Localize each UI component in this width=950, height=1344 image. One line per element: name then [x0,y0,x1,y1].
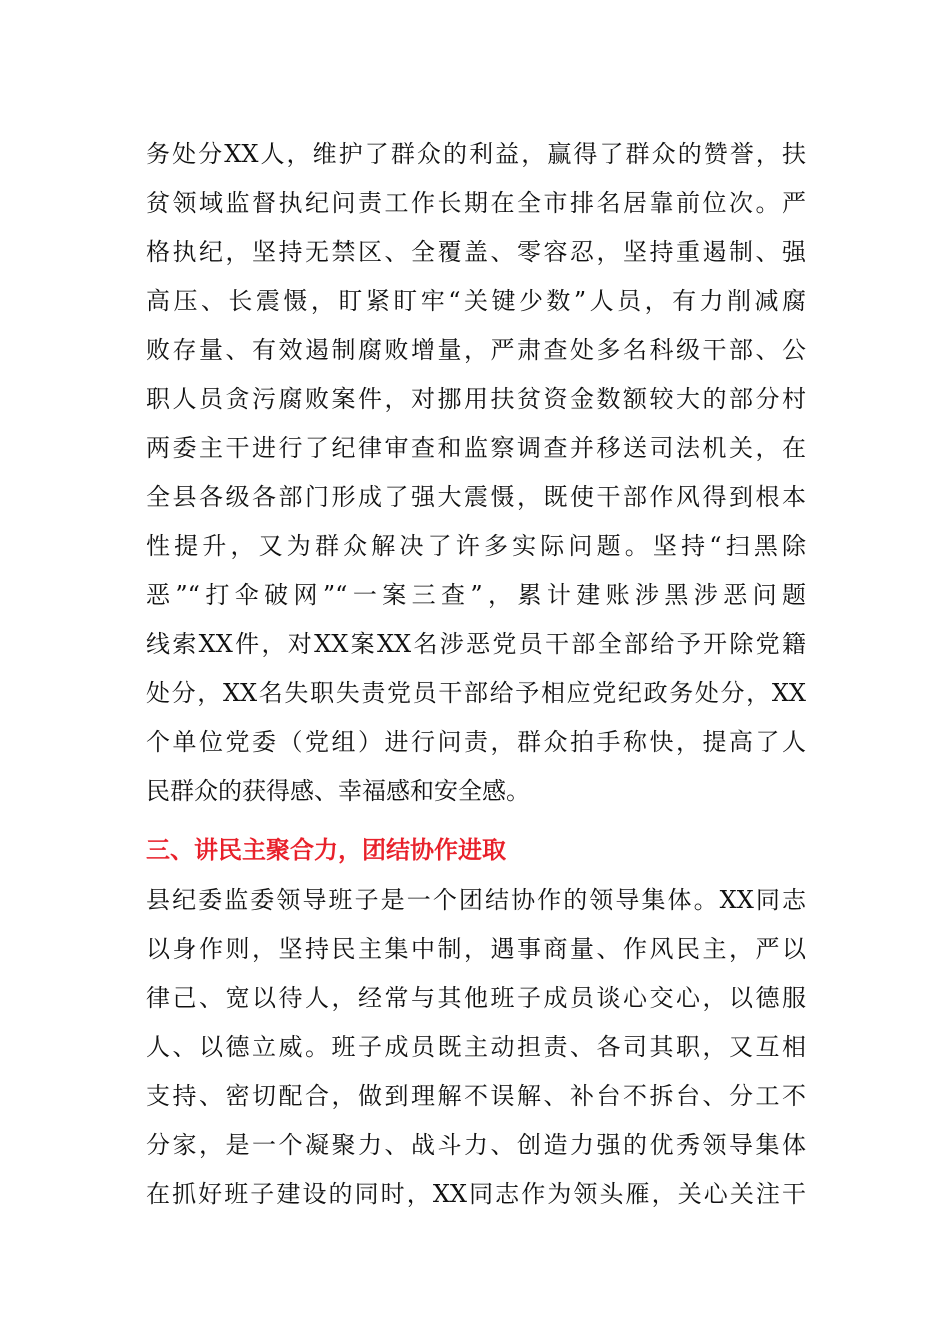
paragraph-line: 格执纪，坚持无禁区、全覆盖、零容忍，坚持重遏制、强 [146,238,806,266]
paragraph-line: 个单位党委（党组）进行问责，群众拍手称快，提高了人 [146,728,806,756]
paragraph-line: 分家，是一个凝聚力、战斗力、创造力强的优秀领导集体 [146,1131,806,1159]
paragraph-line: 两委主干进行了纪律审查和监察调查并移送司法机关，在 [146,434,806,462]
paragraph-line: 人、以德立威。班子成员既主动担责、各司其职，又互相 [146,1033,806,1061]
paragraph-line: 在抓好班子建设的同时，XX同志作为领头雁，关心关注干 [146,1180,806,1208]
paragraph-line: 处分，XX名失职失责党员干部给予相应党纪政务处分，XX [146,679,806,707]
paragraph-line: 务处分XX人，维护了群众的利益，赢得了群众的赞誉，扶 [146,140,806,168]
paragraph-line: 支持、密切配合，做到理解不误解、补台不拆台、分工不 [146,1082,806,1110]
paragraph-line: 民群众的获得感、幸福感和安全感。 [146,777,530,805]
paragraph-line: 高压、长震慑，盯紧盯牢“关键少数”人员，有力削减腐 [146,287,806,315]
paragraph-line: 恶”“打伞破网”“一案三查”，累计建账涉黑涉恶问题 [146,581,806,609]
paragraph-line: 线索XX件，对XX案XX名涉恶党员干部全部给予开除党籍 [146,630,806,658]
paragraph-line: 败存量、有效遏制腐败增量，严肃查处多名科级干部、公 [146,336,806,364]
section-heading: 三、讲民主聚合力，团结协作进取 [146,836,506,864]
paragraph-line: 以身作则，坚持民主集中制，遇事商量、作风民主，严以 [146,935,806,963]
paragraph-line: 县纪委监委领导班子是一个团结协作的领导集体。XX同志 [146,886,806,914]
paragraph-line: 职人员贪污腐败案件，对挪用扶贫资金数额较大的部分村 [146,385,806,413]
paragraph-line: 贫领域监督执纪问责工作长期在全市排名居靠前位次。严 [146,189,806,217]
paragraph-line: 律己、宽以待人，经常与其他班子成员谈心交心，以德服 [146,984,806,1012]
paragraph-line: 性提升，又为群众解决了许多实际问题。坚持“扫黑除 [146,532,806,560]
paragraph-line: 全县各级各部门形成了强大震慑，既使干部作风得到根本 [146,483,806,511]
